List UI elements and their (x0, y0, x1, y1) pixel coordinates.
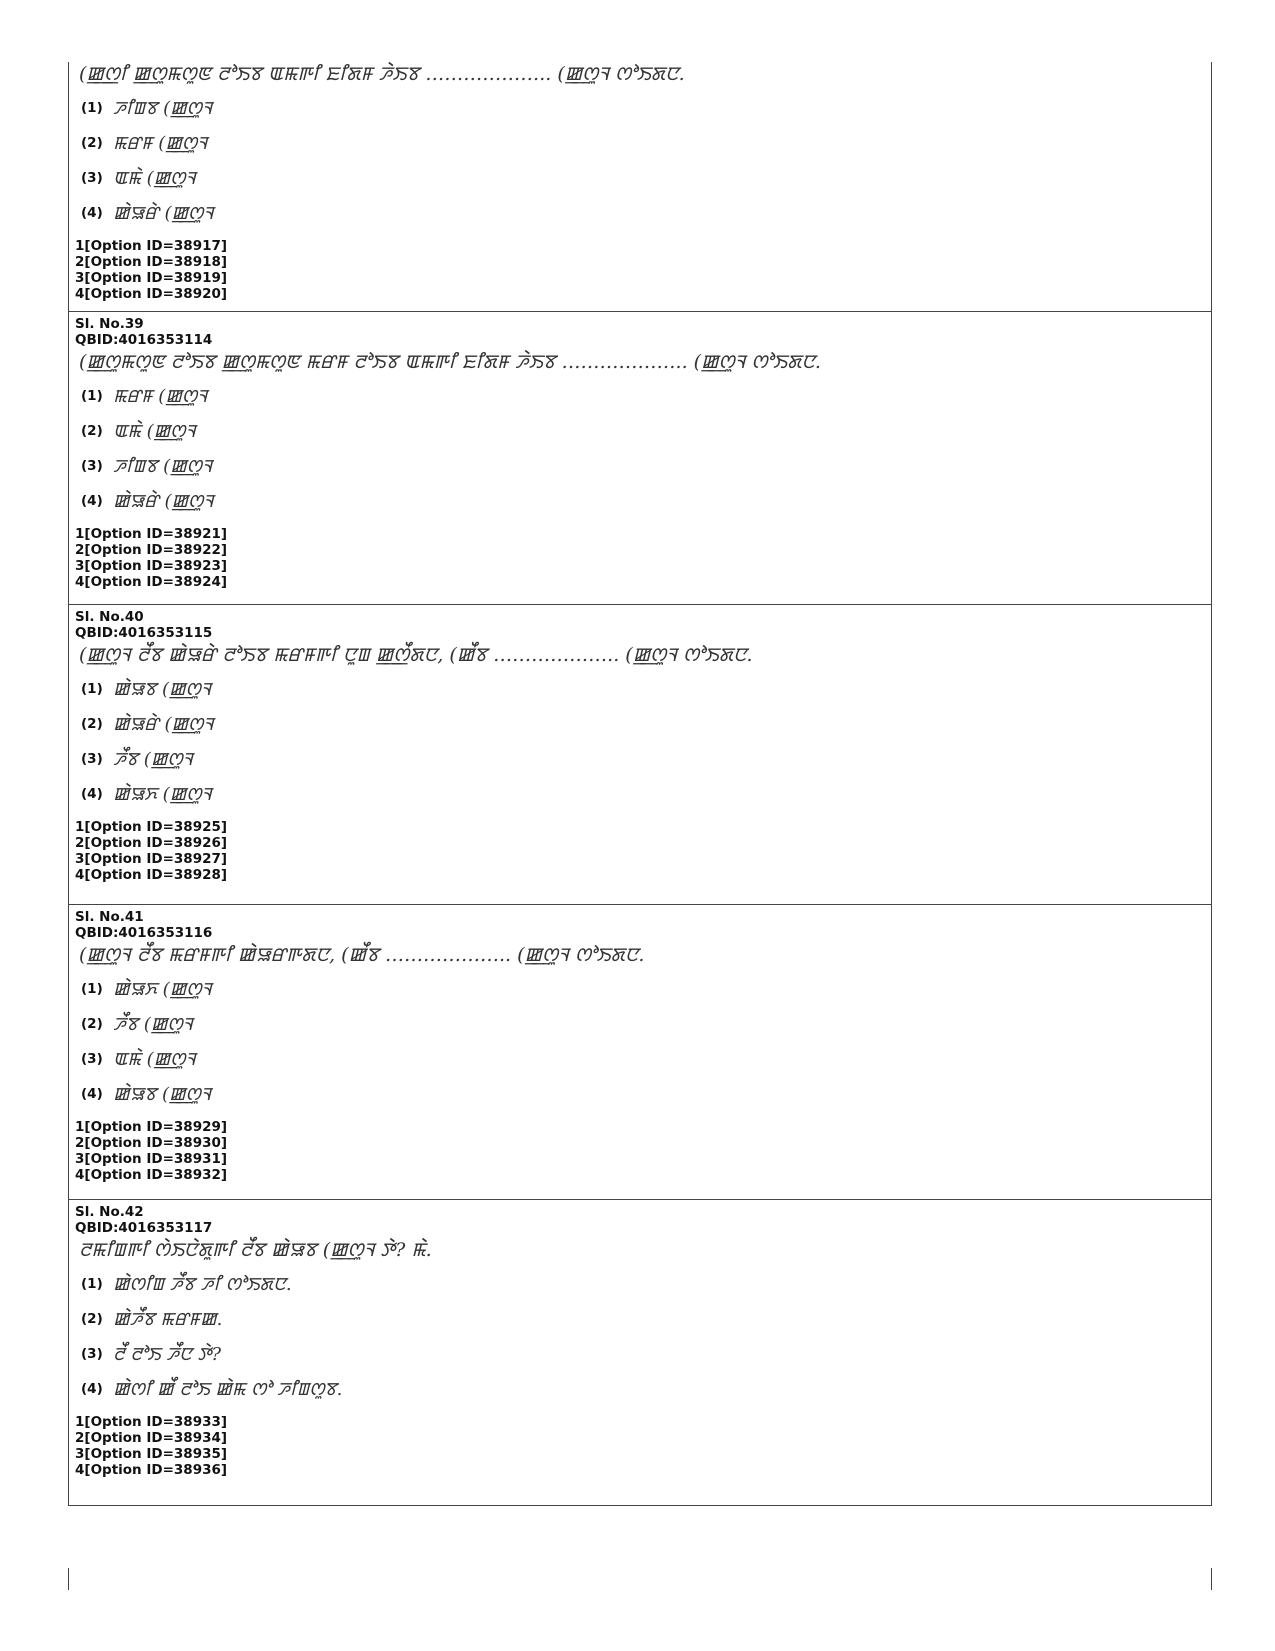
question-text: (ꯀ꯭ꯁꯨꯜ ꯂꯩꯕ ꯃꯔꯝꯒꯤ ꯀꯥꯎꯔꯒꯗꯅ, (ꯀꯩꯕ ……………….. (ꯀ꯭ꯁꯨꯜ ꯁꯣꯏꯗꯅ. (79, 944, 645, 966)
option-number: (2) (81, 422, 103, 439)
option-id: 4[Option ID=38928] (75, 867, 228, 883)
option-1 (81, 971, 1205, 1006)
option-number: (3) (81, 457, 103, 474)
option-id: 4[Option ID=38924] (75, 574, 228, 590)
option-text: ꯀꯥꯎꯈ (ꯀ꯭ꯁꯨꯜ (113, 979, 212, 1000)
option-text: ꯀꯥꯎꯔꯥ (ꯀ꯭ꯁꯨꯜ (113, 714, 214, 735)
option-id: 4[Option ID=38920] (75, 286, 228, 302)
option-id: 3[Option ID=38927] (75, 851, 228, 867)
option-4 (81, 776, 1205, 811)
option-text: ꯑꯃꯥ (ꯀ꯭ꯁꯨꯜ (113, 421, 196, 442)
option-number: (2) (81, 134, 103, 151)
option-text: ꯃꯔꯝ (ꯀ꯭ꯁꯨꯜ (113, 386, 208, 407)
serial-number: Sl. No.42 (75, 1204, 144, 1220)
question-block (68, 905, 1212, 1200)
option-id: 1[Option ID=38925] (75, 819, 228, 835)
option-1 (81, 378, 1205, 413)
option-number: (1) (81, 99, 103, 116)
option-number: (2) (81, 715, 103, 732)
option-id: 3[Option ID=38919] (75, 270, 228, 286)
option-id: 3[Option ID=38935] (75, 1446, 228, 1462)
qbid: QBID:4016353115 (75, 625, 213, 641)
option-text: ꯑꯃꯥ (ꯀ꯭ꯁꯨꯜ (113, 1049, 196, 1070)
option-text: ꯍꯩꯕ (ꯀ꯭ꯁꯨꯜ (113, 749, 193, 770)
option-3 (81, 741, 1205, 776)
option-3 (81, 1041, 1205, 1076)
option-text: ꯃꯔꯝ (ꯀ꯭ꯁꯨꯜ (113, 133, 208, 154)
option-4 (81, 1371, 1205, 1406)
option-number: (2) (81, 1310, 103, 1327)
option-id: 1[Option ID=38917] (75, 238, 228, 254)
option-text: ꯍꯤꯡꯕ (ꯀ꯭ꯁꯨꯜ (113, 98, 213, 119)
option-text: ꯑꯃꯥ (ꯀ꯭ꯁꯨꯜ (113, 168, 196, 189)
option-text: ꯂꯩ ꯂꯣꯏ ꯍꯩꯅ ꯇꯥ? (113, 1344, 222, 1365)
option-text: ꯀꯥꯁꯤ ꯀꯩ ꯂꯣꯏ ꯀꯥꯃ ꯁꯣ ꯍꯤꯡꯁꯨꯕ. (113, 1379, 343, 1400)
option-id: 2[Option ID=38930] (75, 1135, 228, 1151)
option-4 (81, 195, 1205, 230)
option-id: 2[Option ID=38934] (75, 1430, 228, 1446)
option-id: 2[Option ID=38918] (75, 254, 228, 270)
option-text: ꯀꯥꯎꯔꯥ (ꯀ꯭ꯁꯨꯜ (113, 491, 214, 512)
option-text: ꯀꯥꯍꯩꯕ ꯃꯔꯝꯀ. (113, 1309, 223, 1330)
option-id: 4[Option ID=38936] (75, 1462, 228, 1478)
option-2 (81, 125, 1205, 160)
option-id: 2[Option ID=38926] (75, 835, 228, 851)
option-text: ꯀꯥꯎꯕ (ꯀ꯭ꯁꯨꯜ (113, 1084, 212, 1105)
question-block (68, 62, 1212, 312)
option-text: ꯍꯩꯕ (ꯀ꯭ꯁꯨꯜ (113, 1014, 193, 1035)
option-2 (81, 1301, 1205, 1336)
option-number: (3) (81, 750, 103, 767)
question-text: (ꯀ꯭ꯁꯤ ꯀ꯭ꯁꯨꯃꯁꯨꯟ ꯂꯣꯏꯕ ꯑꯃꯒꯤ ꯐꯤꯗꯝ ꯍꯥꯏꯕ ……………….. (ꯀ꯭ꯁꯨꯜ ꯁꯣꯏꯗꯅ. (79, 63, 685, 85)
option-number: (3) (81, 1050, 103, 1067)
option-3 (81, 160, 1205, 195)
next-block-edge (68, 1568, 1212, 1590)
option-1 (81, 1266, 1205, 1301)
option-number: (4) (81, 1085, 103, 1102)
option-id-list (75, 238, 1205, 302)
option-number: (4) (81, 204, 103, 221)
qbid: QBID:4016353114 (75, 332, 213, 348)
serial-number: Sl. No.39 (75, 316, 144, 332)
option-text: ꯀꯥꯎꯔꯥ (ꯀ꯭ꯁꯨꯜ (113, 203, 214, 224)
option-text: ꯀꯥꯎꯕ (ꯀ꯭ꯁꯨꯜ (113, 679, 212, 700)
option-number: (2) (81, 1015, 103, 1032)
option-4 (81, 483, 1205, 518)
option-id-list (75, 1414, 1205, 1478)
qbid: QBID:4016353117 (75, 1220, 213, 1236)
option-number: (3) (81, 1345, 103, 1362)
option-1 (81, 671, 1205, 706)
option-id-list (75, 819, 1205, 883)
option-id: 2[Option ID=38922] (75, 542, 228, 558)
option-id: 4[Option ID=38932] (75, 1167, 228, 1183)
option-id-list (75, 526, 1205, 590)
option-text: ꯀꯥꯎꯈ (ꯀ꯭ꯁꯨꯜ (113, 784, 212, 805)
option-id: 1[Option ID=38933] (75, 1414, 228, 1430)
qbid: QBID:4016353116 (75, 925, 213, 941)
option-text: ꯀꯥꯁꯤꯡ ꯍꯩꯕ ꯍꯤ ꯁꯣꯏꯗꯅ. (113, 1274, 292, 1295)
option-4 (81, 1076, 1205, 1111)
question-sheet (68, 60, 1212, 1506)
question-block (68, 1200, 1212, 1506)
option-id: 1[Option ID=38929] (75, 1119, 228, 1135)
option-2 (81, 1006, 1205, 1041)
question-block (68, 605, 1212, 905)
option-2 (81, 706, 1205, 741)
serial-number: Sl. No.40 (75, 609, 144, 625)
option-1 (81, 90, 1205, 125)
question-text: (ꯀ꯭ꯁꯨꯜ ꯂꯩꯕ ꯀꯥꯎꯔꯥ ꯂꯣꯏꯕ ꯃꯔꯝꯒꯤ ꯅꯨꯡ ꯀ꯭ꯁꯩꯗꯅ, (ꯀꯩꯕ ……………….. (ꯀ꯭ꯁꯨꯜ ꯁꯣꯏꯗꯅ. (79, 644, 753, 666)
question-block (68, 312, 1212, 605)
option-number: (4) (81, 1380, 103, 1397)
option-number: (1) (81, 387, 103, 404)
option-id: 1[Option ID=38921] (75, 526, 228, 542)
option-3 (81, 1336, 1205, 1371)
serial-number: Sl. No.41 (75, 909, 144, 925)
option-number: (4) (81, 492, 103, 509)
option-id: 3[Option ID=38931] (75, 1151, 228, 1167)
question-text: ꯂꯃꯤꯡꯒꯤ ꯁꯥꯏꯅꯥꯗꯨꯒꯤ ꯂꯩꯕ ꯀꯥꯎꯕ (ꯀ꯭ꯁꯨꯜ ꯇꯥ? ꯃꯥ. (79, 1239, 432, 1261)
option-2 (81, 413, 1205, 448)
option-number: (1) (81, 680, 103, 697)
option-id-list (75, 1119, 1205, 1183)
option-number: (1) (81, 980, 103, 997)
option-number: (3) (81, 169, 103, 186)
option-id: 3[Option ID=38923] (75, 558, 228, 574)
option-number: (4) (81, 785, 103, 802)
question-text: (ꯀ꯭ꯁꯨꯃꯁꯨꯟ ꯂꯣꯏꯕ ꯀ꯭ꯁꯨꯃꯁꯨꯟ ꯃꯔꯝ ꯂꯣꯏꯕ ꯑꯃꯒꯤ ꯐꯤꯗꯝ ꯍꯥꯏꯕ ……………….. (ꯀ꯭ꯁꯨꯜ ꯁꯣꯏꯗꯅ. (79, 351, 821, 373)
option-number: (1) (81, 1275, 103, 1292)
option-text: ꯍꯤꯡꯕ (ꯀ꯭ꯁꯨꯜ (113, 456, 213, 477)
option-3 (81, 448, 1205, 483)
